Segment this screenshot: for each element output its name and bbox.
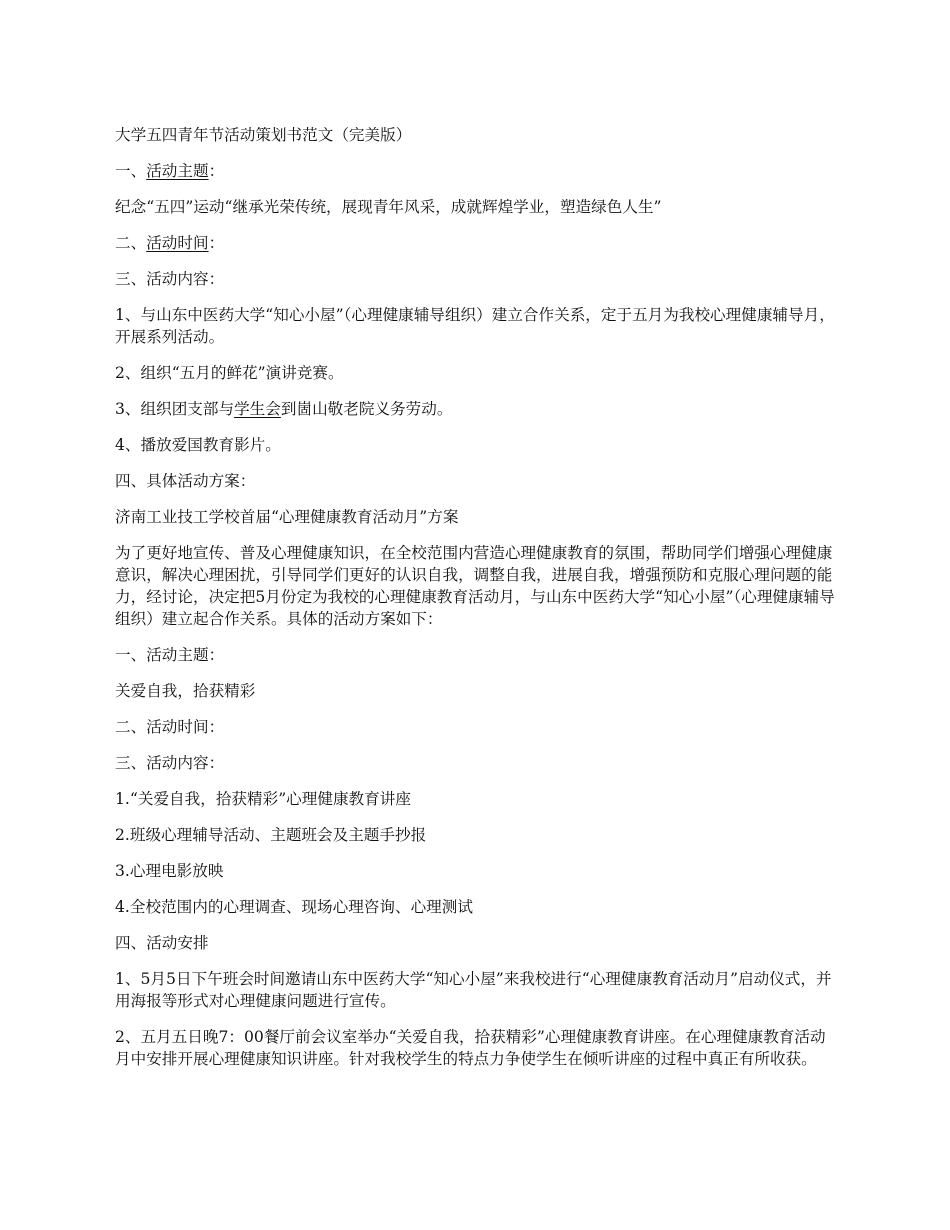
- content-item-3-post: 到崮山敬老院义务劳动。: [280, 400, 453, 418]
- plan-section-3-heading: 三、活动内容：: [115, 754, 225, 772]
- content-item-3-pre: 3、组织团支部与: [115, 400, 235, 418]
- section-1-suffix: ：: [208, 162, 225, 180]
- section-1-heading: [115, 160, 837, 182]
- plan-content-item-4: 4.全校范围内的心理调查、现场心理咨询、心理测试: [115, 898, 473, 916]
- content-item-4: 4、播放爱国教育影片。: [115, 436, 281, 454]
- plan-intro-paragraph: 为了更好地宣传、普及心理健康知识，在全校范围内营造心理健康教育的氛围，帮助同学们增强心理健康意识，解决心理困扰，引导同学们更好的认识自我，调整自我，进展自我，增强预防和克服心理问题的能力，经讨论，决定把5月份定为我校的心理健康教育活动月，与山东中医药大学“知心小屋”（心理健康辅导组织）建立起合作关系。具体的活动方案如下：: [115, 544, 835, 628]
- arrangement-item-1: 1、5月5日下午班会时间邀请山东中医药大学“知心小屋”来我校进行“心理健康教育活动月”启动仪式，并用海报等形式对心理健康问题进行宣传。: [115, 970, 832, 1010]
- plan-title: 济南工业技工学校首届“心理健康教育活动月”方案: [115, 508, 459, 526]
- plan-content-item-1: 1.“关爱自我，拾获精彩”心理健康教育讲座: [115, 790, 411, 808]
- content-item-1: 1、与山东中医药大学“知心小屋”（心理健康辅导组织）建立合作关系，定于五月为我校心理健康辅导月，开展系列活动。: [115, 306, 835, 346]
- plan-theme-text: 关爱自我，拾获精彩: [115, 682, 256, 700]
- activity-theme-link[interactable]: 活动主题: [146, 162, 209, 180]
- plan-section-1-heading: 一、活动主题：: [115, 646, 225, 664]
- section-2-suffix: ：: [208, 234, 225, 252]
- section-2-heading: [115, 232, 837, 254]
- plan-section-4-heading: 四、活动安排: [115, 934, 209, 952]
- arrangement-item-2: 2、五月五日晚7：00餐厅前会议室举办“关爱自我，拾获精彩”心理健康教育讲座。在心理健康教育活动月中安排开展心理健康知识讲座。针对我校学生的特点力争使学生在倾听讲座的过程中真正有所收获。: [115, 1028, 826, 1068]
- activity-time-link[interactable]: 活动时间: [146, 234, 209, 252]
- document-page: [115, 124, 837, 1084]
- document-title: 大学五四青年节活动策划书范文（完美版）: [115, 126, 412, 144]
- plan-section-2-heading: 二、活动时间：: [115, 718, 225, 736]
- content-item-3: [115, 398, 837, 420]
- content-item-2: 2、组织“五月的鲜花”演讲竞赛。: [115, 364, 344, 382]
- plan-content-item-2: 2.班级心理辅导活动、主题班会及主题手抄报: [115, 826, 427, 844]
- section-3-heading: 三、活动内容：: [115, 270, 225, 288]
- section-2-prefix: 二、: [115, 234, 147, 252]
- student-union-link[interactable]: 学生会: [234, 400, 281, 418]
- theme-text: 纪念“五四”运动“继承光荣传统，展现青年风采，成就辉煌学业，塑造绿色人生”: [115, 198, 662, 216]
- section-1-prefix: 一、: [115, 162, 147, 180]
- plan-content-item-3: 3.心理电影放映: [115, 862, 224, 880]
- section-4-heading: 四、具体活动方案：: [115, 472, 256, 490]
